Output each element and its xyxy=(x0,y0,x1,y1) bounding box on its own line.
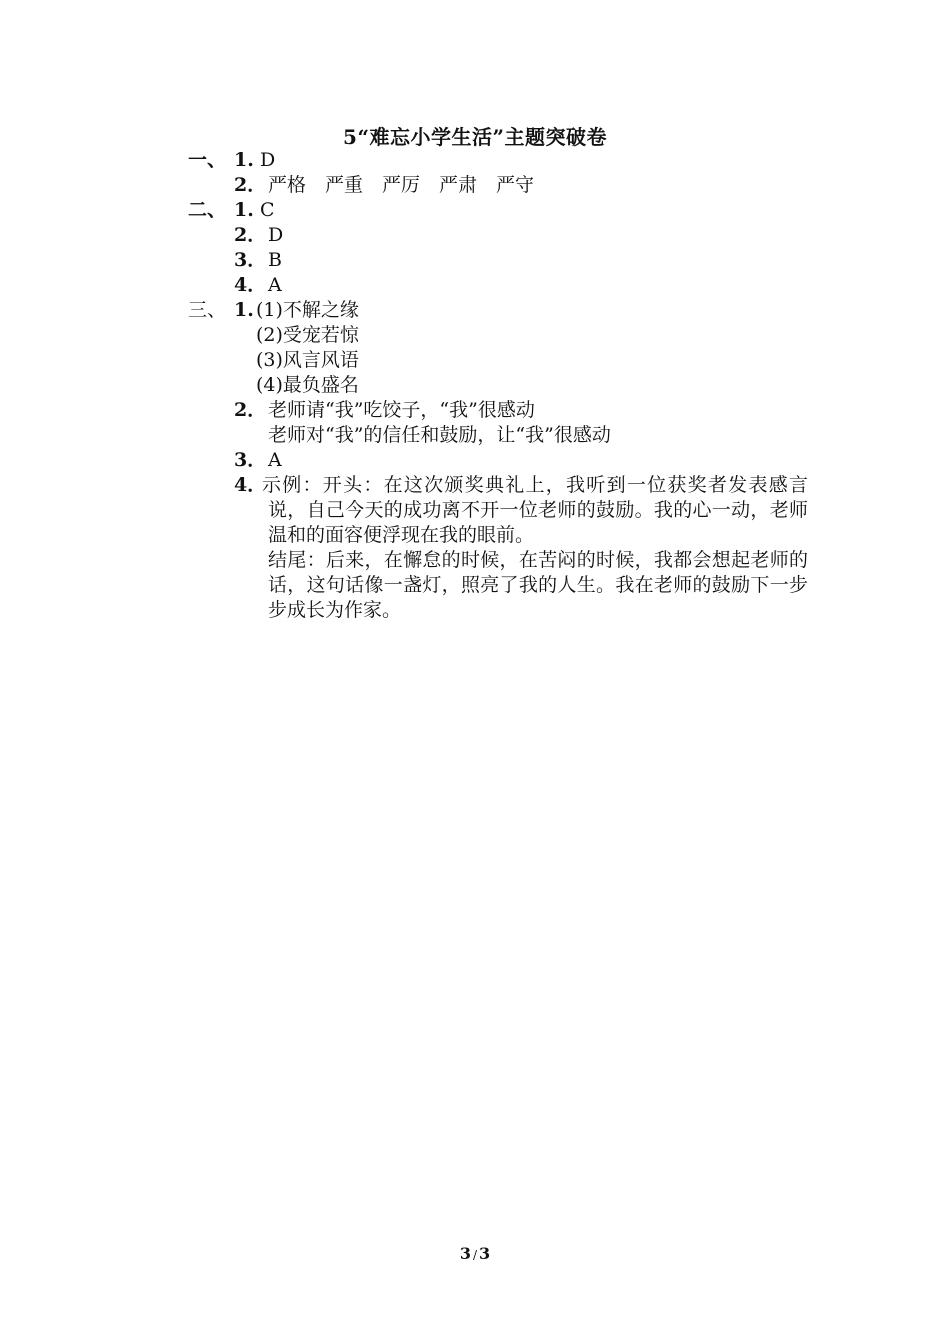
item-answer: C xyxy=(260,199,275,221)
section-3-item-3 xyxy=(188,448,828,473)
section-label: 二、 xyxy=(188,199,227,221)
section-1-item-2 xyxy=(188,173,828,198)
current-page: 3 xyxy=(459,1244,471,1263)
item-answer: 严格 严重 严厉 严肃 严守 xyxy=(268,174,535,196)
item-answer: B xyxy=(268,249,282,271)
item-number: 3． xyxy=(234,449,267,471)
sub-answer: (2)受宠若惊 xyxy=(256,324,359,346)
essay-opening-paragraph: 示例：开头：在这次颁奖典礼上，我听到一位获奖者发表感言说，自己今天的成功离不开一位老师的鼓励。我的心一动，老师温和的面容便浮现在我的眼前。 xyxy=(262,474,808,546)
page-number xyxy=(0,1244,950,1263)
section-3-item-1-sub-3 xyxy=(188,348,828,373)
item-answer-line: 老师请“我”吃饺子，“我”很感动 xyxy=(268,399,535,421)
sub-answer: (3)风言风语 xyxy=(256,349,359,371)
item-number: 2． xyxy=(234,399,267,421)
section-label: 一、 xyxy=(188,149,227,171)
section-1-item-1 xyxy=(188,148,828,173)
item-number: 1. xyxy=(234,149,254,171)
section-3-item-1-sub-2 xyxy=(188,323,828,348)
item-number: 4． xyxy=(234,274,267,296)
item-number: 3． xyxy=(234,249,267,271)
item-answer: A xyxy=(268,449,282,471)
sub-answer: (4)最负盛名 xyxy=(256,374,359,396)
item-number: 4． xyxy=(234,474,267,496)
item-number: 1. xyxy=(234,199,254,221)
section-label: 三、 xyxy=(188,299,227,321)
section-3-item-2-line-2 xyxy=(188,423,828,448)
section-2-item-3 xyxy=(188,248,828,273)
section-3-item-4 xyxy=(188,473,828,548)
total-pages: 3 xyxy=(479,1244,491,1263)
item-number: 1. xyxy=(234,299,254,321)
item-number: 2． xyxy=(234,174,267,196)
item-number: 2． xyxy=(234,224,267,246)
page-title: 5“难忘小学生活”主题突破卷 xyxy=(343,125,607,149)
essay-ending-paragraph: 结尾：后来，在懈怠的时候，在苦闷的时候，我都会想起老师的话，这句话像一盏灯，照亮了我的人生。我在老师的鼓励下一步步成长为作家。 xyxy=(268,549,808,621)
section-2-item-4 xyxy=(188,273,828,298)
section-2-item-1 xyxy=(188,198,828,223)
item-answer: D xyxy=(268,224,284,246)
section-3-item-1-sub-4 xyxy=(188,373,828,398)
answer-content xyxy=(188,148,828,623)
section-3-item-1 xyxy=(188,298,828,323)
section-2-item-2 xyxy=(188,223,828,248)
item-answer: A xyxy=(268,274,282,296)
sub-answer: (1)不解之缘 xyxy=(256,299,359,321)
section-3-item-2 xyxy=(188,398,828,423)
item-answer: D xyxy=(260,149,276,171)
page-separator: / xyxy=(472,1248,478,1262)
item-answer-line: 老师对“我”的信任和鼓励，让“我”很感动 xyxy=(268,424,611,446)
